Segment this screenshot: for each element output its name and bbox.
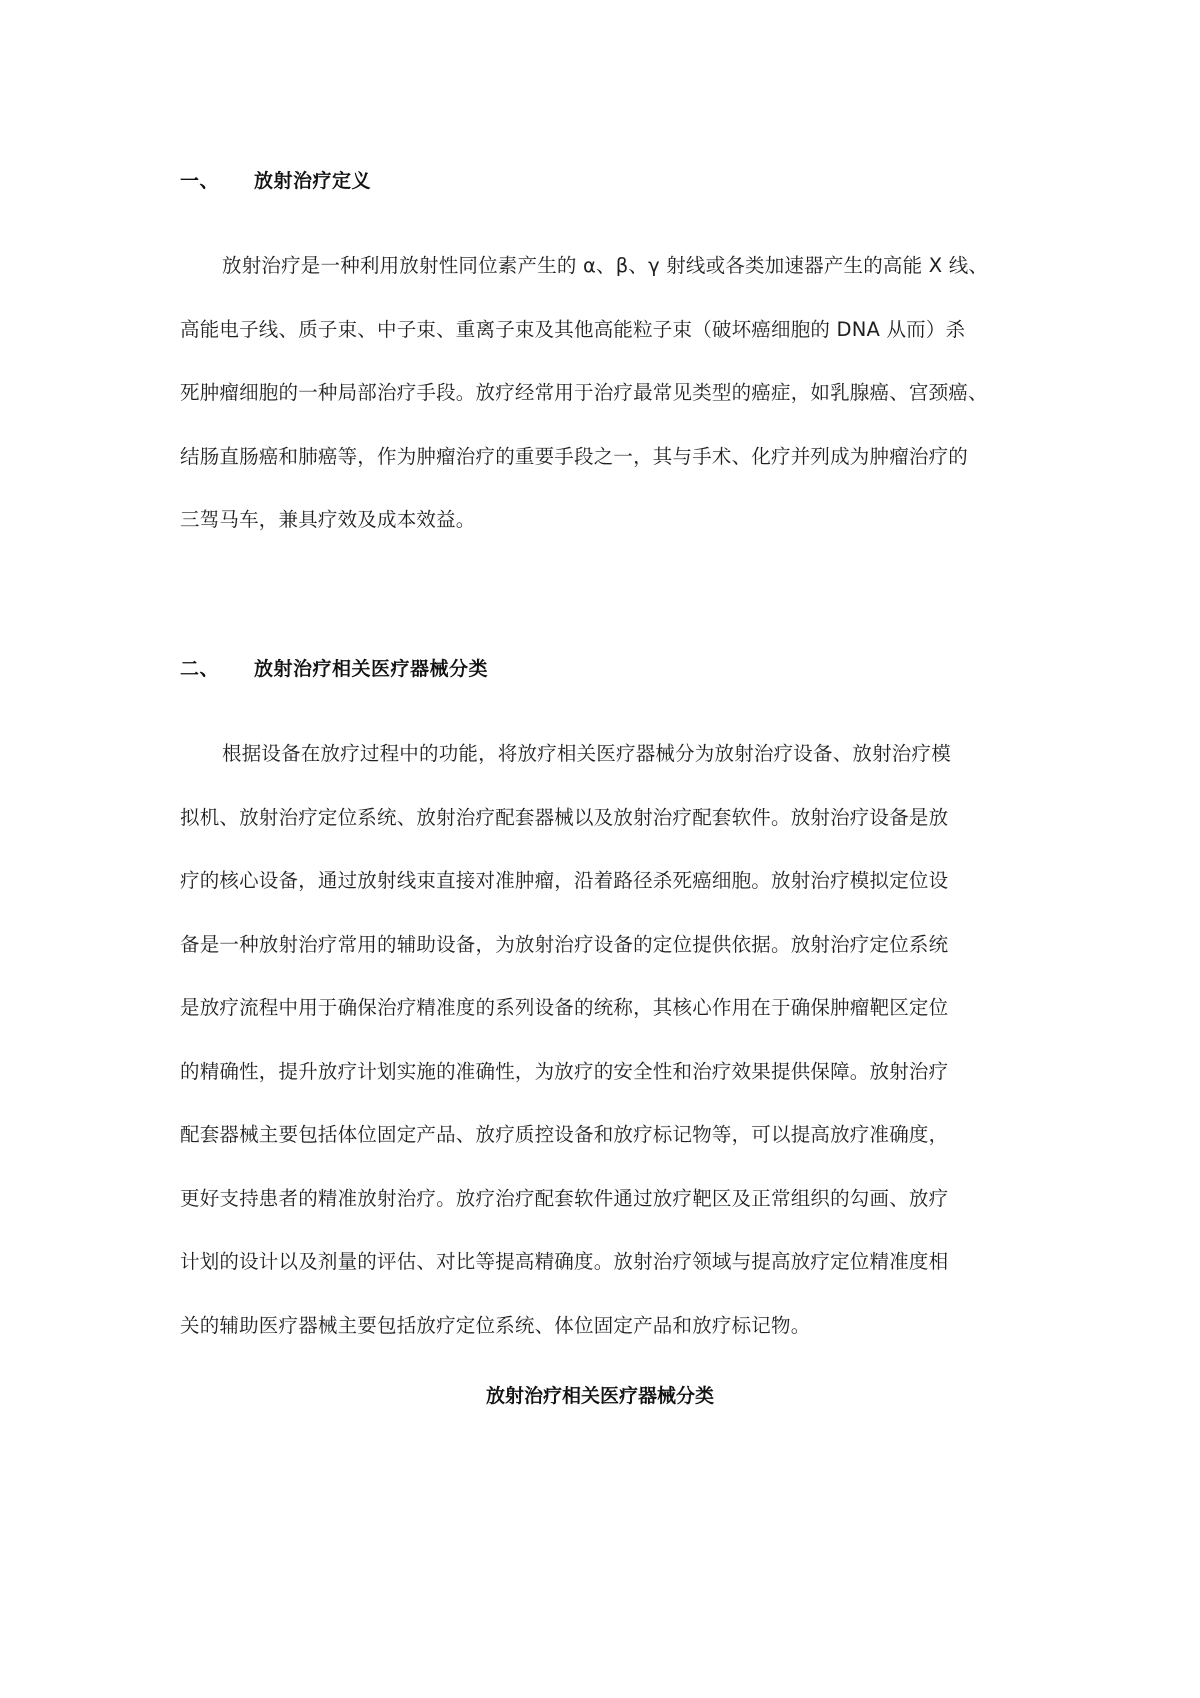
paragraph-line: 备是一种放射治疗常用的辅助设备，为放射治疗设备的定位提供依据。放射治疗定位系统 xyxy=(180,932,949,956)
paragraph-line: 高能电子线、质子束、中子束、重离子束及其他高能粒子束（破坏癌细胞的 DNA 从而）杀 xyxy=(180,317,966,341)
paragraph-line: 结肠直肠癌和肺癌等，作为肿瘤治疗的重要手段之一，其与手术、化疗并列成为肿瘤治疗的 xyxy=(180,444,969,468)
section-title: 放射治疗定义 xyxy=(254,170,372,192)
paragraph-line: 死肿瘤细胞的一种局部治疗手段。放疗经常用于治疗最常见类型的癌症，如乳腺癌、宫颈癌、 xyxy=(180,381,988,404)
definition-paragraph xyxy=(180,234,1020,552)
paragraph-line: 关的辅助医疗器械主要包括放疗定位系统、体位固定产品和放疗标记物。 xyxy=(180,1313,811,1337)
paragraph-line: 是放疗流程中用于确保治疗精准度的系列设备的统称，其核心作用在于确保肿瘤靶区定位 xyxy=(180,996,949,1019)
paragraph-line: 更好支持患者的精准放射治疗。放疗治疗配套软件通过放疗靶区及正常组织的勾画、放疗 xyxy=(180,1186,949,1210)
section-number: 一、 xyxy=(180,170,220,192)
paragraph-line: 放射治疗是一种利用放射性同位素产生的 α、β、γ 射线或各类加速器产生的高能 X 线、 xyxy=(222,254,989,277)
paragraph-line: 根据设备在放疗过程中的功能，将放疗相关医疗器械分为放射治疗设备、放射治疗模 xyxy=(222,742,951,765)
section-title: 放射治疗相关医疗器械分类 xyxy=(254,658,489,680)
paragraph-line: 配套器械主要包括体位固定产品、放疗质控设备和放疗标记物等，可以提高放疗准确度， xyxy=(180,1123,949,1146)
paragraph-line: 三驾马车，兼具疗效及成本效益。 xyxy=(180,508,476,531)
section-heading-definition xyxy=(180,166,371,193)
classification-paragraph xyxy=(180,722,1020,1357)
paragraph-line: 计划的设计以及剂量的评估、对比等提高精确度。放射治疗领域与提高放疗定位精准度相 xyxy=(180,1250,949,1273)
section-heading-classification xyxy=(180,654,488,681)
paragraph-line: 拟机、放射治疗定位系统、放射治疗配套器械以及放射治疗配套软件。放射治疗设备是放 xyxy=(180,805,949,829)
figure-caption: 放射治疗相关医疗器械分类 xyxy=(485,1385,714,1407)
section-number: 二、 xyxy=(180,658,220,680)
paragraph-line: 疗的核心设备，通过放射线束直接对准肿瘤，沿着路径杀死癌细胞。放射治疗模拟定位设 xyxy=(180,869,949,892)
paragraph-line: 的精确性，提升放疗计划实施的准确性，为放疗的安全性和治疗效果提供保障。放射治疗 xyxy=(180,1059,949,1083)
